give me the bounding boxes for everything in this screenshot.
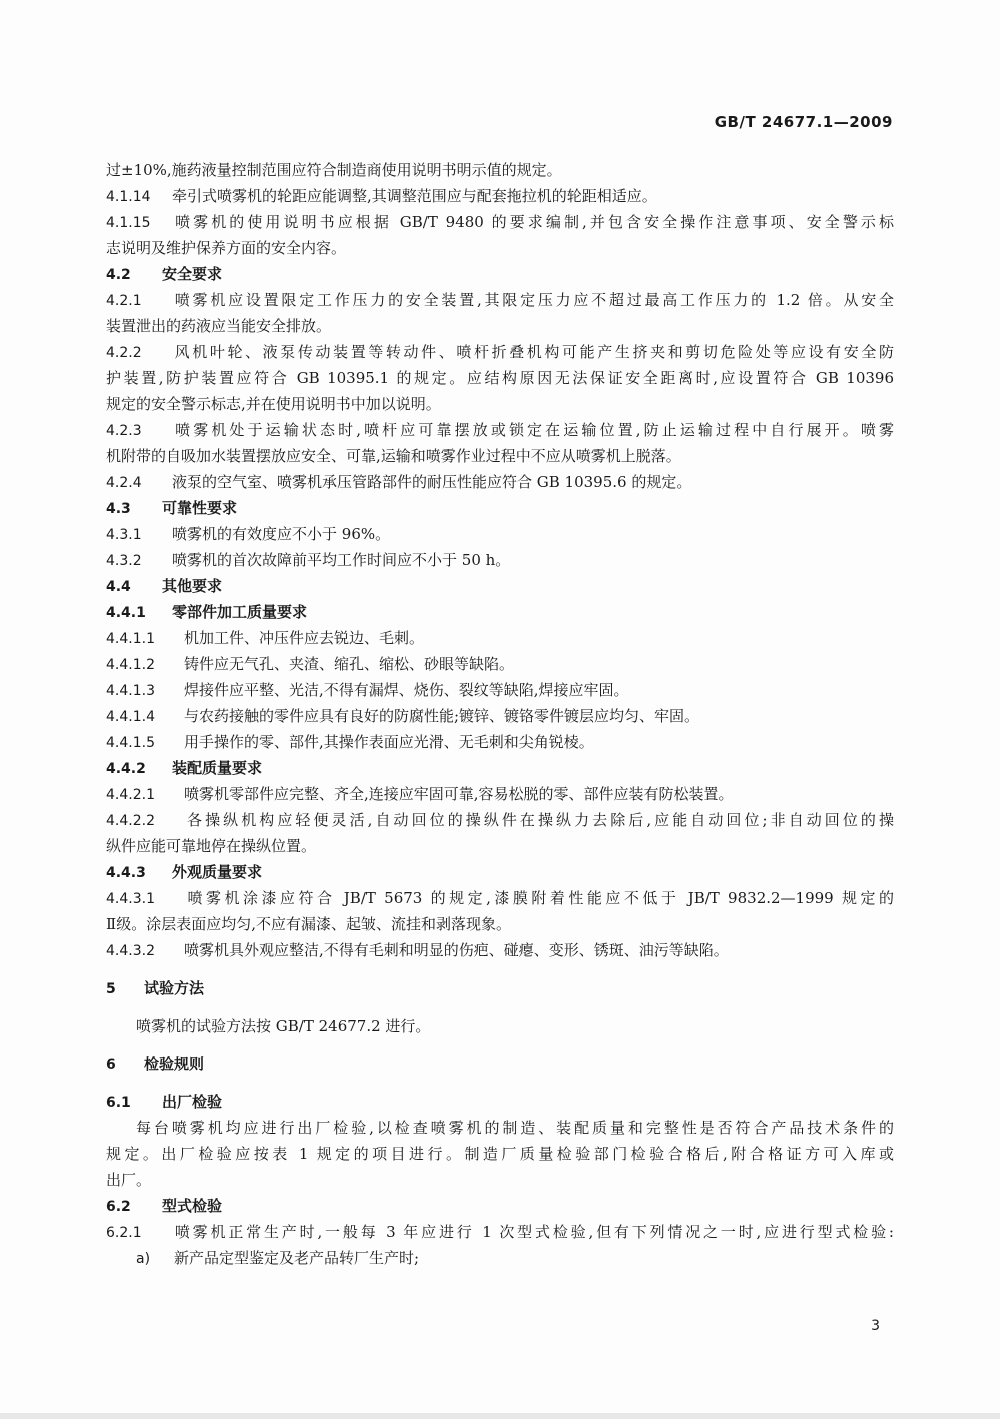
clause-number: 4.4 <box>106 579 131 595</box>
clause-line <box>106 495 894 521</box>
clause-text: 喷雾机涂漆应符合 JB/T 5673 的规定,漆膜附着性能应不低于 JB/T 9832.2—1999 规定的 <box>184 889 894 907</box>
clause-line <box>106 859 894 885</box>
clause-continuation <box>106 911 894 937</box>
clause-line <box>106 209 894 235</box>
clause-line <box>106 183 894 209</box>
clause-line <box>106 547 894 573</box>
clause-number: 4.4.3.2 <box>106 943 155 959</box>
clause-text: 志说明及维护保养方面的安全内容。 <box>106 239 347 257</box>
clause-number: 4.4.1.2 <box>106 657 155 673</box>
clause-number: 4.3 <box>106 501 131 517</box>
clause-line <box>106 807 894 833</box>
clause-text: 风机叶轮、液泵传动装置等转动件、喷杆折叠机构可能产生挤夹和剪切危险处等应设有安全防 <box>172 343 894 361</box>
list-item-a: a) 新产品定型鉴定及老产品转厂生产时; <box>136 1249 420 1267</box>
clause-continuation <box>106 391 894 417</box>
clause-number: 4.4.2 <box>106 761 146 777</box>
clause-text: 规定的安全警示标志,并在使用说明书中加以说明。 <box>106 395 441 413</box>
section-6-heading: 6 检验规则 <box>106 1055 205 1073</box>
clause-text: 与农药接触的零件应具有良好的防腐性能;镀锌、镀铬零件镀层应均匀、牢固。 <box>184 707 700 725</box>
section-6-2-heading: 6.2 型式检验 <box>106 1197 223 1215</box>
clause-line <box>106 287 894 313</box>
clause-line <box>106 339 894 365</box>
clause-text: 喷雾机的使用说明书应根据 GB/T 9480 的要求编制,并包含安全操作注意事项、安全警示标 <box>172 213 894 231</box>
clause-text: 机加工件、冲压件应去锐边、毛刺。 <box>184 629 425 647</box>
clause-number: 4.2.4 <box>106 475 142 491</box>
clause-text: Ⅱ级。涂层表面应均匀,不应有漏漆、起皱、流挂和剥落现象。 <box>106 915 511 933</box>
section-6-2-1: 6.2.1 喷雾机正常生产时,一般每 3 年应进行 1 次型式检验,但有下列情况之一时,应进行型式检验: <box>106 1223 894 1241</box>
clause-line <box>106 937 894 963</box>
clause-text: 喷雾机的首次故障前平均工作时间应不小于 50 h。 <box>172 551 511 569</box>
clause-text: 过±10%,施药液量控制范围应符合制造商使用说明书明示值的规定。 <box>106 161 562 179</box>
clause-continuation <box>106 365 894 391</box>
clause-number: 4.4.2.1 <box>106 787 155 803</box>
clause-text: 外观质量要求 <box>172 863 263 881</box>
clause-text: 其他要求 <box>162 577 223 595</box>
section-6-1-line: 规定。出厂检验应按表 1 规定的项目进行。制造厂质量检验部门检验合格后,附合格证方可入库或 <box>106 1145 894 1163</box>
clause-continuation <box>106 157 894 183</box>
clause-text: 机附带的自吸加水装置摆放应安全、可靠,运输和喷雾作业过程中不应从喷雾机上脱落。 <box>106 447 681 465</box>
clause-text: 液泵的空气室、喷雾机承压管路部件的耐压性能应符合 GB 10395.6 的规定。 <box>172 473 692 491</box>
clause-number: 4.2.2 <box>106 345 142 361</box>
clause-list <box>106 157 894 963</box>
clause-text: 牵引式喷雾机的轮距应能调整,其调整范围应与配套拖拉机的轮距相适应。 <box>172 187 657 205</box>
clause-number: 4.1.15 <box>106 215 151 231</box>
clause-text: 喷雾机零部件应完整、齐全,连接应牢固可靠,容易松脱的零、部件应装有防松装置。 <box>184 785 734 803</box>
clause-line <box>106 573 894 599</box>
clause-line <box>106 677 894 703</box>
clause-continuation <box>106 313 894 339</box>
clause-text: 焊接件应平整、光洁,不得有漏焊、烧伤、裂纹等缺陷,焊接应牢固。 <box>184 681 629 699</box>
clause-line <box>106 469 894 495</box>
page-number: 3 <box>871 1318 880 1334</box>
clause-line <box>106 703 894 729</box>
clause-number: 4.2 <box>106 267 131 283</box>
clause-number: 4.4.3.1 <box>106 891 155 907</box>
clause-line <box>106 651 894 677</box>
section-6-1-line: 每台喷雾机均应进行出厂检验,以检查喷雾机的制造、装配质量和完整性是否符合产品技术条件的 <box>136 1119 894 1137</box>
clause-line <box>106 781 894 807</box>
standard-code: GB/T 24677.1—2009 <box>714 113 893 131</box>
clause-text: 用手操作的零、部件,其操作表面应光滑、无毛刺和尖角锐棱。 <box>184 733 594 751</box>
clause-text: 安全要求 <box>162 265 223 283</box>
clause-line <box>106 755 894 781</box>
clause-number: 4.2.3 <box>106 423 142 439</box>
section-6-1-line: 出厂。 <box>106 1171 152 1189</box>
clause-continuation <box>106 833 894 859</box>
clause-number: 4.4.3 <box>106 865 146 881</box>
clause-text: 零部件加工质量要求 <box>172 603 308 621</box>
clause-number: 4.3.1 <box>106 527 142 543</box>
clause-text: 喷雾机处于运输状态时,喷杆应可靠摆放或锁定在运输位置,防止运输过程中自行展开。喷雾 <box>172 421 894 439</box>
clause-text: 各操纵机构应轻便灵活,自动回位的操纵件在操纵力去除后,应能自动回位;非自动回位的操 <box>184 811 894 829</box>
clause-text: 纵件应能可靠地停在操纵位置。 <box>106 837 317 855</box>
clause-number: 4.4.1.5 <box>106 735 155 751</box>
clause-text: 喷雾机的有效度应不小于 96%。 <box>172 525 391 543</box>
clause-number: 4.3.2 <box>106 553 142 569</box>
clause-text: 喷雾机应设置限定工作压力的安全装置,其限定压力应不超过最高工作压力的 1.2 倍。从安全 <box>172 291 894 309</box>
clause-line <box>106 625 894 651</box>
clause-number: 4.4.2.2 <box>106 813 155 829</box>
clause-line <box>106 417 894 443</box>
clause-text: 护装置,防护装置应符合 GB 10395.1 的规定。应结构原因无法保证安全距离时,应设置符合 GB 10396 <box>106 369 894 387</box>
clause-text: 装配质量要求 <box>172 759 263 777</box>
section-6-1-heading: 6.1 出厂检验 <box>106 1093 223 1111</box>
section-5-body: 喷雾机的试验方法按 GB/T 24677.2 进行。 <box>136 1017 431 1035</box>
clause-text: 喷雾机具外观应整洁,不得有毛刺和明显的伤疤、碰瘪、变形、锈斑、油污等缺陷。 <box>184 941 729 959</box>
clause-number: 4.1.14 <box>106 189 151 205</box>
clause-text: 铸件应无气孔、夹渣、缩孔、缩松、砂眼等缺陷。 <box>184 655 515 673</box>
clause-text: 可靠性要求 <box>162 499 238 517</box>
clause-number: 4.4.1.1 <box>106 631 155 647</box>
clause-line <box>106 729 894 755</box>
clause-line <box>106 261 894 287</box>
clause-continuation <box>106 443 894 469</box>
document-body <box>106 157 894 1271</box>
clause-line <box>106 521 894 547</box>
clause-number: 4.4.1 <box>106 605 146 621</box>
clause-number: 4.4.1.3 <box>106 683 155 699</box>
section-5-heading: 5 试验方法 <box>106 979 205 997</box>
clause-text: 装置泄出的药液应当能安全排放。 <box>106 317 332 335</box>
clause-line <box>106 885 894 911</box>
clause-number: 4.4.1.4 <box>106 709 155 725</box>
page-bottom-edge <box>0 1413 1000 1419</box>
clause-line <box>106 599 894 625</box>
clause-number: 4.2.1 <box>106 293 142 309</box>
clause-continuation <box>106 235 894 261</box>
